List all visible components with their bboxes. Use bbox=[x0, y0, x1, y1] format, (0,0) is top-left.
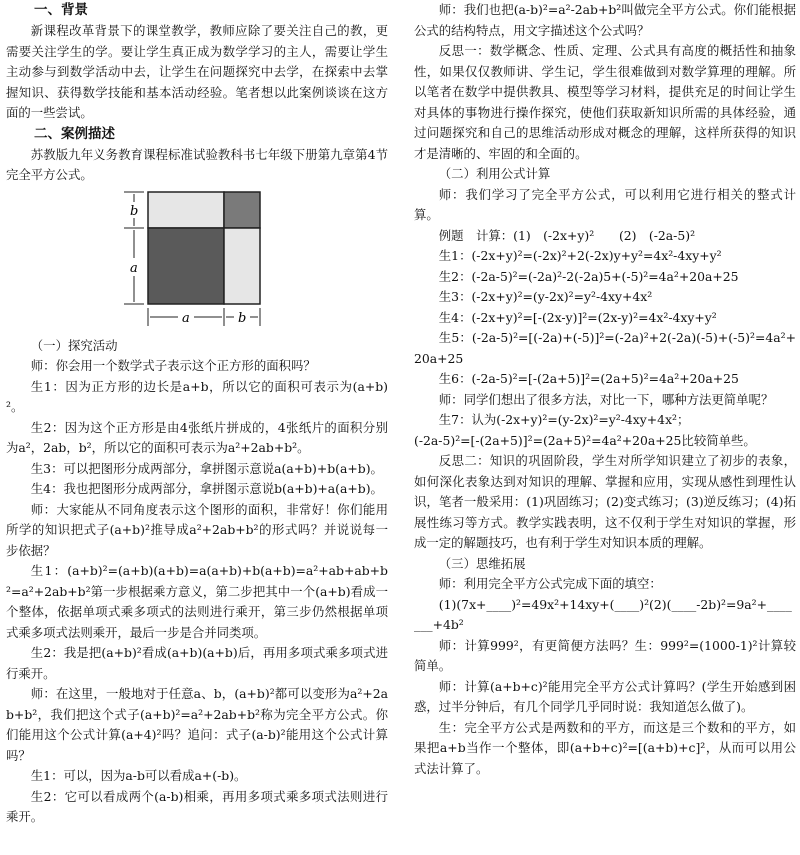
paragraph: 师：我们也把(a-b)²=a²-2ab+b²叫做完全平方公式。你们能根据公式的结构特点，用文字描述这个公式吗？ bbox=[414, 2, 796, 38]
left-column bbox=[6, 0, 388, 828]
area-a-squared bbox=[148, 228, 224, 304]
reflection-two: 反思二：知识的巩固阶段，学生对所学知识建立了初步的表象，如何深化表象达到对知识的理解、掌握和应用，实现从感性到理性认识，笔者一般采用：(1)巩固练习；(2)变式练习；(3)逆反练习；(4)拓展性练习等方式。教学实践表明，这不仅利于学生对知识的掌握，形成一定的解题技巧，也有利于学生对知识本质的理解。 bbox=[414, 453, 796, 550]
paragraph: 师：在这里，一般地对于任意a、b，(a+b)²都可以变形为a²+2ab+b²，我们把这个式子(a+b)²=a²+2ab+b²称为完全平方公式。你们能用这个公式计算(a+4)²吗？追问：式子(a-b)²能用这个公式计算吗？ bbox=[6, 686, 388, 763]
paragraph: 生1：(a+b)²=(a+b)(a+b)=a(a+b)+b(a+b)=a²+ab+ab+b²=a²+2ab+b²第一步根据乘方意义，第二步把其中一个(a+b)看成一个整体，依据单项式乘多项式的法则进行乘开，第三步仍然根据单项式乘多项式法则乘开，最后一步是合并同类项。 bbox=[6, 563, 388, 640]
paragraph: 师：计算999²，有更简便方法吗？生：999²=(1000-1)²计算较简单。 bbox=[414, 637, 796, 673]
paragraph: 师：大家能从不同角度表示这个图形的面积，非常好！你们能用所学的知识把式子(a+b)²推导成a²+2ab+b²的形式吗？并说说每一步依据？ bbox=[6, 501, 388, 558]
label-b-left: b bbox=[130, 203, 139, 219]
paragraph: 生2：因为这个正方形是由4张纸片拼成的，4张纸片的面积分别为a²，2ab，b²，所以它的面积可表示为a²+2ab+b²。 bbox=[6, 419, 388, 455]
heading-background: 一、背景 bbox=[34, 2, 88, 18]
subheading-formula-calc: （二）利用公式计算 bbox=[438, 166, 551, 181]
label-a-bottom: a bbox=[182, 310, 190, 326]
paragraph: 师：我们学习了完全平方公式，可以利用它进行相关的整式计算。 bbox=[414, 186, 796, 222]
heading-case-description: 二、案例描述 bbox=[34, 125, 115, 142]
paragraph: 生5：(-2a-5)²=[(-2a)+(-5)]²=(-2a)²+2(-2a)(-5)+(-5)²=4a²+20a+25 bbox=[414, 330, 796, 366]
label-b-bottom: b bbox=[238, 310, 247, 326]
paragraph: 生2：它可以看成两个(a-b)相乘，再用多项式乘多项式法则进行乘开。 bbox=[6, 788, 388, 824]
paragraph: 生3：(-2x+y)²=(y-2x)²=y²-4xy+4x² bbox=[438, 289, 653, 304]
paragraph: 生2：(-2a-5)²=(-2a)²-2(-2a)5+(-5)²=4a²+20a+25 bbox=[438, 268, 739, 284]
area-ab-top bbox=[148, 192, 224, 228]
area-ab-right bbox=[224, 228, 260, 304]
label-a-left: a bbox=[130, 260, 138, 276]
fill-in-exercise: (1)(7x+____)²=49x²+14xy+(____)²(2)(____-2b)²=9a²+_______+4b² bbox=[414, 596, 792, 632]
paragraph: 生1：(-2x+y)²=(-2x)²+2(-2x)y+y²=4x²-4xy+y² bbox=[438, 248, 722, 263]
paragraph: 生1：可以，因为a-b可以看成a+(-b)。 bbox=[30, 768, 247, 783]
paragraph: 生7：认为(-2x+y)²=(y-2x)²=y²-4xy+4x²； bbox=[438, 412, 690, 427]
paragraph: (-2a-5)²=[-(2a+5)]²=(2a+5)²=4a²+20a+25比较简单些。 bbox=[414, 432, 756, 448]
example-line: 例题 计算：(1) (-2x+y)² (2) (-2a-5)² bbox=[438, 227, 696, 243]
reflection-one: 反思一：数学概念、性质、定理、公式具有高度的概括性和抽象性，如果仅仅教师讲、学生记，学生很难做到对数学算理的理解。所以笔者在数学中提供教具、模型等学习材料，提供充足的时间让学生对具体的事物进行操作探究，使他们获取新知识所需的具体经验，通过问题探究和自己的思维活动形成对概念的理解，这样所获得的知识才是清晰的、牢固的和全面的。 bbox=[414, 43, 796, 161]
square-diagram bbox=[6, 190, 388, 330]
paragraph: 生：完全平方公式是两数和的平方，而这是三个数和的平方，如果把a+b当作一个整体，即(a+b+c)²=[(a+b)+c]²，从而可以用公式法计算了。 bbox=[414, 719, 796, 776]
area-b-squared bbox=[224, 192, 260, 228]
square-figure bbox=[6, 190, 388, 330]
paragraph: 新课程改革背景下的课堂教学，教师应除了要关注自己的教，更需要关注学生的学。要让学生真正成为数学学习的主人，需要让学生主动参与到数学活动中去，让学生在问题探究中去学，在探索中去掌握知识、获得数学技能和基本活动经验。笔者想以此案例谈谈在这方面的一些尝试。 bbox=[6, 23, 388, 120]
right-column bbox=[414, 0, 796, 779]
paragraph: 生4：(-2x+y)²=[-(2x-y)]²=(2x-y)²=4x²-4xy+y² bbox=[438, 309, 717, 325]
paragraph: 师：同学们想出了很多方法，对比一下，哪种方法更简单呢？ bbox=[438, 391, 774, 407]
paragraph: 师：利用完全平方公式完成下面的填空： bbox=[438, 576, 662, 591]
paragraph: 苏教版九年义务教育课程标准试验教科书七年级下册第九章第4节完全平方公式。 bbox=[6, 146, 388, 182]
paragraph: 生3：可以把图形分成两部分，拿拼图示意说a(a+b)+b(a+b)。 bbox=[30, 460, 383, 476]
subheading-thinking-extension: （三）思维拓展 bbox=[438, 555, 526, 571]
paragraph: 生1：因为正方形的边长是a+b，所以它的面积可表示为(a+b)²。 bbox=[6, 378, 388, 414]
paragraph: 师：计算(a+b+c)²能用完全平方公式计算吗？(学生开始感到困惑，过半分钟后，有几个同学几乎同时说：我知道怎么做了)。 bbox=[414, 678, 796, 714]
paragraph: 生4：我也把图形分成两部分，拿拼图示意说b(a+b)+a(a+b)。 bbox=[30, 481, 383, 496]
subheading-explore: （一）探究活动 bbox=[30, 337, 118, 353]
paragraph: 师：你会用一个数学式子表示这个正方形的面积吗？ bbox=[30, 358, 316, 373]
paragraph: 生6：(-2a-5)²=[-(2a+5)]²=(2a+5)²=4a²+20a+25 bbox=[438, 371, 739, 386]
paragraph: 生2：我是把(a+b)²看成(a+b)(a+b)后，再用多项式乘多项式进行乘开。 bbox=[6, 645, 388, 681]
